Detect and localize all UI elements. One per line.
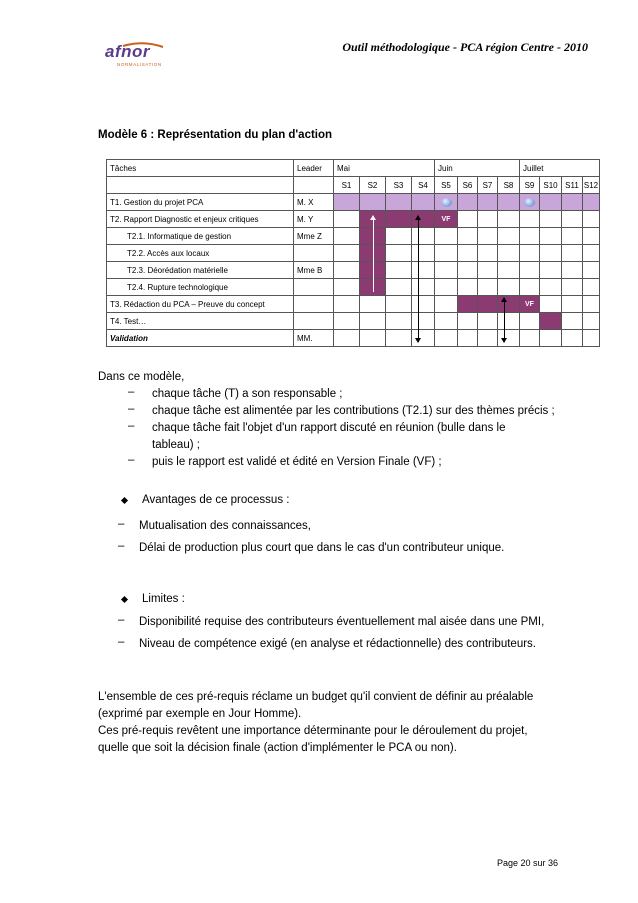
month-may: Mai: [334, 160, 435, 177]
dash: –: [128, 403, 135, 415]
conclusion-line: quelle que soit la décision finale (action d'implémenter le PCA ou non).: [98, 742, 457, 754]
task-leader: [294, 296, 334, 313]
weeks-row: [107, 177, 600, 194]
table-row: [107, 262, 600, 279]
dash: –: [118, 540, 125, 552]
conclusion-line: L'ensemble de ces pré-requis réclame un budget qu'il convient de définir au préalable: [98, 691, 534, 703]
diamond-bullet-icon: [121, 497, 128, 504]
list-item: puis le rapport est validé et édité en Version Finale (VF) ;: [152, 456, 442, 468]
task-leader: Mme Z: [294, 228, 334, 245]
review-arrow-icon: [418, 216, 419, 342]
empty-cell: [107, 177, 294, 194]
list-item: chaque tâche (T) a son responsable ;: [152, 388, 343, 400]
table-row: [107, 330, 600, 347]
action-plan-table: [106, 159, 600, 347]
task-name: T4. Test…: [107, 313, 294, 330]
page-number: Page 20 sur 36: [496, 858, 558, 868]
vf-label: VF: [520, 296, 540, 313]
task-name: T2.4. Rupture technologique: [107, 279, 294, 296]
task-name: Validation: [107, 330, 294, 347]
month-june: Juin: [435, 160, 520, 177]
list-item: Niveau de compétence exigé (en analyse et rédactionnelle) des contributeurs.: [139, 638, 536, 650]
task-leader: MM.: [294, 330, 334, 347]
task-name: T2.1. Informatique de gestion: [107, 228, 294, 245]
review-arrow-icon: [504, 298, 505, 342]
task-name: T2.3. Déorédation matérielle: [107, 262, 294, 279]
task-name: T2.2. Accès aux locaux: [107, 245, 294, 262]
list-item: Délai de production plus court que dans le cas d'un contributeur unique.: [139, 542, 505, 554]
logo-word: afnor: [105, 42, 150, 61]
dash: –: [128, 454, 135, 466]
meeting-bubble-icon: [441, 198, 452, 207]
conclusion-line: Ces pré-requis revêtent une importance déterminante pour le déroulement du projet,: [98, 725, 528, 737]
dash: –: [118, 614, 125, 626]
task-leader: M. Y: [294, 211, 334, 228]
table-row: [107, 211, 600, 228]
week-label: S8: [498, 177, 520, 194]
table-row: [107, 228, 600, 245]
advantages-title: Avantages de ce processus :: [142, 494, 290, 506]
conclusion-line: (exprimé par exemple en Jour Homme).: [98, 708, 302, 720]
col-tasks-header: Tâches: [107, 160, 294, 177]
week-label: S9: [520, 177, 540, 194]
table-row: [107, 279, 600, 296]
week-label: S1: [334, 177, 360, 194]
week-label: S6: [458, 177, 478, 194]
table-row: [107, 313, 600, 330]
task-name: T2. Rapport Diagnostic et enjeux critiques: [107, 211, 294, 228]
task-name: T3. Rédaction du PCA – Preuve du concept: [107, 296, 294, 313]
table-row: [107, 194, 600, 211]
month-july: Juillet: [520, 160, 600, 177]
dash: –: [128, 386, 135, 398]
dash: –: [118, 518, 125, 530]
afnor-logo: [103, 42, 183, 72]
vf-label: VF: [435, 211, 458, 228]
week-label: S5: [435, 177, 458, 194]
task-leader: [294, 313, 334, 330]
logo-subtitle: NORMALISATION: [117, 62, 162, 67]
table-row: [107, 245, 600, 262]
list-item: tableau) ;: [152, 439, 200, 451]
week-label: S12: [583, 177, 600, 194]
intro-text: Dans ce modèle,: [98, 371, 185, 383]
task-leader: M. X: [294, 194, 334, 211]
week-label: S10: [540, 177, 562, 194]
col-leader-header: Leader: [294, 160, 334, 177]
list-item: chaque tâche fait l'objet d'un rapport discuté en réunion (bulle dans le: [152, 422, 506, 434]
dash: –: [118, 636, 125, 648]
diamond-bullet-icon: [121, 596, 128, 603]
week-label: S11: [562, 177, 583, 194]
empty-cell: [294, 177, 334, 194]
list-item: Disponibilité requise des contributeurs éventuellement mal aisée dans une PMI,: [139, 616, 545, 628]
task-leader: [294, 245, 334, 262]
week-label: S4: [412, 177, 435, 194]
limits-title: Limites :: [142, 593, 185, 605]
task-name: T1. Gestion du projet PCA: [107, 194, 294, 211]
header-title: Outil méthodologique - PCA région Centre - 2010: [342, 40, 588, 54]
week-label: S7: [478, 177, 498, 194]
week-label: S2: [360, 177, 386, 194]
contribution-arrow-icon: [373, 216, 374, 292]
list-item: Mutualisation des connaissances,: [139, 520, 311, 532]
table-row: [107, 296, 600, 313]
table-header-row: [107, 160, 600, 177]
section-title: Modèle 6 : Représentation du plan d'action: [98, 129, 333, 141]
week-label: S3: [386, 177, 412, 194]
dash: –: [128, 420, 135, 432]
list-item: chaque tâche est alimentée par les contributions (T2.1) sur des thèmes précis ;: [152, 405, 555, 417]
task-leader: Mme B: [294, 262, 334, 279]
meeting-bubble-icon: [524, 198, 535, 207]
task-leader: [294, 279, 334, 296]
